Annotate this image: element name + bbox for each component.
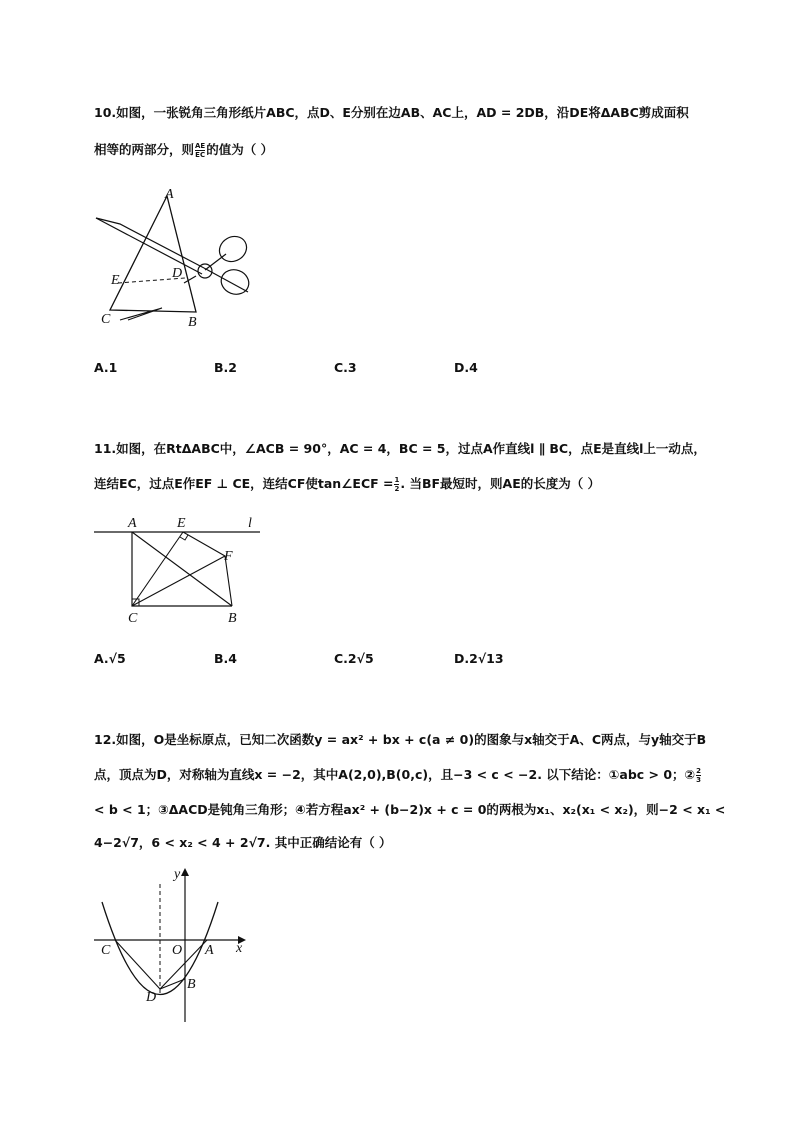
q11-label-B: B bbox=[228, 611, 237, 626]
q10-option-b: B.2 bbox=[214, 360, 237, 375]
q12-line2-pre: 点，顶点为D，对称轴为直线x = −2，其中A(2,0),B(0,c)，且−3 < c < −2. 以下结论：①abc > 0；② bbox=[94, 767, 696, 782]
q11-fraction: $\frac{1}{2}$ bbox=[394, 476, 400, 493]
q10-option-c: C.3 bbox=[334, 360, 357, 375]
q11-option-b: B.4 bbox=[214, 651, 237, 666]
q11-label-A: A bbox=[128, 516, 137, 531]
q11-figure bbox=[90, 512, 270, 630]
q10-line2-post: 的值为（ ） bbox=[206, 142, 274, 157]
q12-label-C: C bbox=[101, 943, 111, 958]
q12-label-x: x bbox=[236, 941, 243, 956]
q12-label-D: D bbox=[146, 990, 157, 1005]
q12-label-y: y bbox=[174, 867, 181, 882]
q10-line2-pre: 相等的两部分，则 bbox=[94, 142, 195, 157]
q10-option-a: A.1 bbox=[94, 360, 118, 375]
q10-option-d: D.4 bbox=[454, 360, 478, 375]
q12-fraction: $\frac{2}{3}$ bbox=[696, 767, 702, 784]
q11-option-a: A.√5 bbox=[94, 651, 126, 666]
q11-line2-pre: 连结EC，过点E作EF ⊥ CE，连结CF使tan∠ECF = bbox=[94, 476, 394, 491]
q11-line2 bbox=[94, 474, 704, 493]
q12-line4: 4−2√7，6 < x₂ < 4 + 2√7. 其中正确结论有（ ） bbox=[94, 835, 392, 850]
q11-label-F: F bbox=[224, 549, 233, 564]
q11-label-C: C bbox=[128, 611, 138, 626]
q11-label-l: l bbox=[248, 516, 252, 531]
q10-label-C: C bbox=[101, 312, 111, 327]
q11-line1: 11.如图，在RtΔABC中，∠ACB = 90°，AC = 4，BC = 5，过点A作直线l ∥ BC，点E是直线l上一动点， bbox=[94, 441, 706, 456]
q12-label-B: B bbox=[187, 977, 196, 992]
q11-option-d: D.2√13 bbox=[454, 651, 504, 666]
q12-label-O: O bbox=[172, 943, 183, 958]
q12-line2 bbox=[94, 765, 704, 784]
q10-line2 bbox=[94, 140, 704, 159]
q12-line3: < b < 1；③ΔACD是钝角三角形；④若方程ax² + (b−2)x + c = 0的两根为x₁、x₂(x₁ < x₂)，则−2 < x₁ < bbox=[94, 802, 726, 817]
q12-label-A: A bbox=[205, 943, 214, 958]
q10-label-B: B bbox=[188, 315, 197, 330]
q11-label-E: E bbox=[177, 516, 186, 531]
q10-fraction: $\frac{AE}{EC}$ bbox=[195, 142, 206, 159]
q10-label-D: D bbox=[172, 266, 183, 281]
q10-line1: 10.如图，一张锐角三角形纸片ABC，点D、E分别在边AB、AC上，AD = 2DB，沿DE将ΔABC剪成面积 bbox=[94, 105, 689, 120]
q11-option-c: C.2√5 bbox=[334, 651, 374, 666]
q11-line2-post: . 当BF最短时，则AE的长度为（ ） bbox=[400, 476, 601, 491]
q10-label-A: A bbox=[165, 187, 174, 202]
q12-line1: 12.如图，O是坐标原点，已知二次函数y = ax² + bx + c(a ≠ 0)的图象与x轴交于A、C两点，与y轴交于B bbox=[94, 732, 707, 747]
q12-figure bbox=[88, 862, 260, 1027]
q10-figure bbox=[90, 180, 260, 340]
q10-label-E: E bbox=[111, 273, 120, 288]
